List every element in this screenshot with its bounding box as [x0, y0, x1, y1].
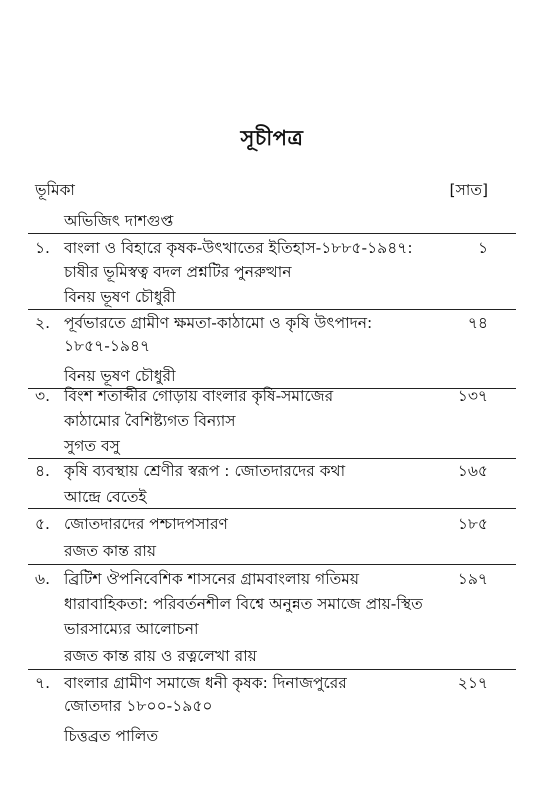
entry-7-number: ৭.: [35, 674, 51, 692]
divider: [28, 458, 516, 459]
entry-7-author: চিত্তব্রত পালিত: [64, 727, 159, 745]
entry-4-page: ১৬৫: [457, 462, 488, 480]
entry-2-title-line-1: পূর্বভারতে গ্রামীণ ক্ষমতা-কাঠামো ও কৃষি উৎপাদন:: [64, 314, 373, 332]
entry-6-title-line-2: ধারাবাহিকতা: পরিবর্তনশীল বিশ্বে অনুন্নত সমাজে প্রায়-স্থিত: [64, 595, 423, 613]
entry-7-page: ২১৭: [457, 674, 488, 692]
entry-3-title-line-2: কাঠামোর বৈশিষ্ট্যগত বিন্যাস: [64, 412, 236, 430]
entry-7-title-line-1: বাংলার গ্রামীণ সমাজে ধনী কৃষক: দিনাজপুরের: [64, 674, 347, 692]
entry-4-author: আন্দ্রে বেতেই: [64, 488, 147, 506]
entry-6-page: ১৯৭: [457, 570, 488, 588]
entry-2-page: ৭৪: [467, 314, 488, 332]
entry-2-number: ২.: [35, 314, 51, 332]
entry-1-number: ১.: [35, 239, 50, 257]
entry-5-title-line-1: জোতদারদের পশ্চাদপসারণ: [64, 515, 228, 533]
entry-6-title-line-1: ব্রিটিশ ঔপনিবেশিক শাসনের গ্রামবাংলায় গতিময়: [64, 570, 360, 588]
entry-3-title-line-1: বিংশ শতাব্দীর গোড়ায় বাংলার কৃষি-সমাজের: [64, 387, 334, 405]
entry-1-author: বিনয় ভূষণ চৌধুরী: [64, 288, 176, 306]
entry-2-title-line-2: ১৮৫৭-১৯৪৭: [64, 337, 151, 355]
entry-6-number: ৬.: [35, 570, 51, 588]
entry-1-title-line-1: বাংলা ও বিহারে কৃষক-উৎখাতের ইতিহাস-১৮৮৫-১৯৪৭:: [64, 239, 413, 257]
entry-6-title-line-3: ভারসাম্যের আলোচনা: [64, 620, 199, 638]
divider: [28, 309, 516, 310]
entry-7-title-line-2: জোতদার ১৮০০-১৯৫০: [64, 697, 213, 715]
entry-5-number: ৫.: [35, 515, 50, 533]
page-title: সূচীপত্র: [240, 126, 304, 150]
divider: [28, 508, 516, 509]
entry-preface-title: ভূমিকা: [35, 181, 75, 199]
entry-6-author: রজত কান্ত রায় ও রত্নলেখা রায়: [64, 647, 257, 665]
entry-5-author: রজত কান্ত রায়: [64, 542, 157, 560]
entry-1-title-line-2: চাষীর ভূমিস্বত্ব বদল প্রশ্নটির পুনরুত্থান: [64, 263, 292, 281]
entry-3-page: ১৩৭: [457, 387, 488, 405]
entry-4-number: ৪.: [35, 462, 50, 480]
entry-3-author: সুগত বসু: [64, 437, 120, 455]
divider: [28, 233, 516, 234]
divider: [28, 669, 516, 670]
entry-preface-page: [সাত]: [449, 181, 488, 199]
entry-1-page: ১: [477, 239, 488, 257]
entry-preface-author: অভিজিৎ দাশগুপ্ত: [64, 212, 174, 230]
entry-4-title-line-1: কৃষি ব্যবস্থায় শ্রেণীর স্বরূপ : জোতদারদের কথা: [64, 462, 346, 480]
entry-3-number: ৩.: [35, 387, 51, 405]
divider: [28, 564, 516, 565]
entry-2-author: বিনয় ভূষণ চৌধুরী: [64, 367, 176, 385]
entry-5-page: ১৮৫: [457, 515, 488, 533]
